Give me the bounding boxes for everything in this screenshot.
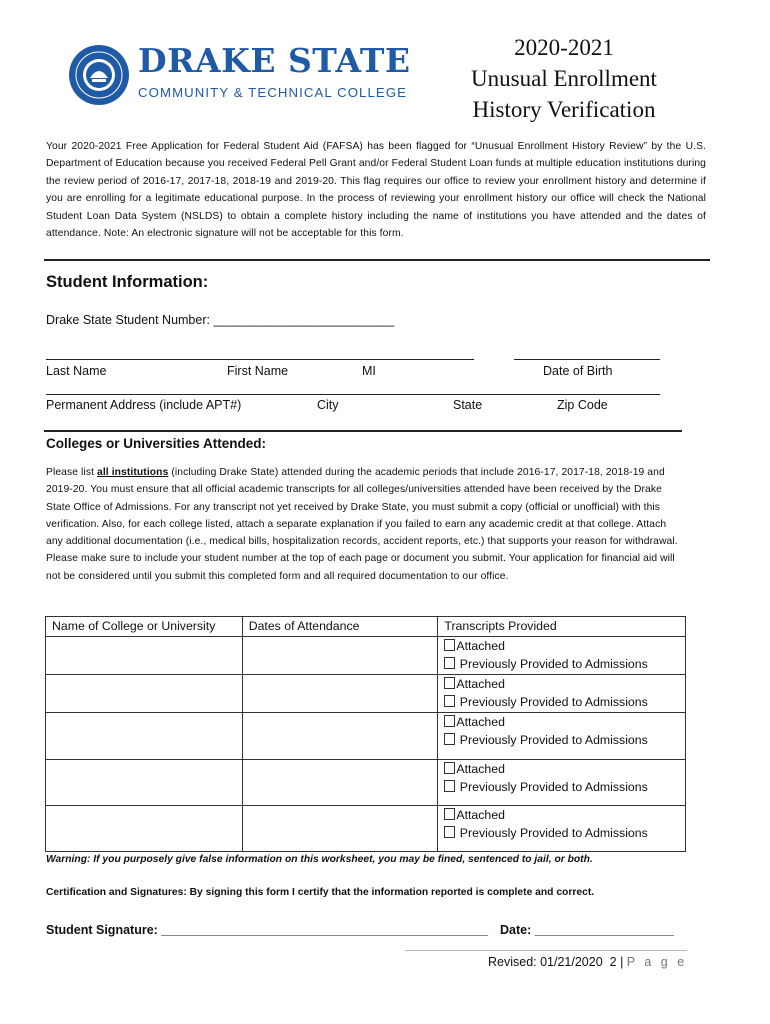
student-signature-field[interactable]: Student Signature: _______________________________________________	[46, 923, 489, 937]
dates-cell[interactable]	[242, 805, 438, 851]
attached-checkbox[interactable]	[444, 762, 455, 774]
table-row	[46, 674, 686, 712]
mi-label: MI	[362, 364, 376, 378]
form-title-year: 2020-2021	[514, 35, 614, 60]
section-divider	[44, 430, 682, 432]
intro-paragraph: Your 2020-2021 Free Application for Federal Student Aid (FAFSA) has been flagged for “Unusual Enrollment History Review” by the U.S. Department of Education because you received Federal Pell Grant and/or Federal Student Loan funds at multiple education institutions during the review period of 2016-17, 2017-18, 2018-19 and 2019-20. This flag requires our office to review your enrollment history and determine if you are enrolling for a legitimate educational purpose. In the process of reviewing your enrollment history our office will check the National Student Loan Data System (NSLDS) to obtain a complete history including the name of institutions you have attended and the dates of attendance. Note: An electronic signature will not be acceptable for this form.	[46, 141, 706, 240]
page-footer	[488, 955, 687, 969]
dates-cell[interactable]	[242, 674, 438, 712]
colleges-instructions	[46, 464, 680, 585]
table-header-row	[46, 617, 686, 637]
instructions-prefix: Please list	[46, 467, 97, 478]
previously-provided-label: Previously Provided to Admissions	[456, 657, 648, 671]
attached-checkbox[interactable]	[444, 715, 455, 727]
dates-cell[interactable]	[242, 712, 438, 759]
section-divider	[44, 259, 710, 261]
dates-cell[interactable]	[242, 759, 438, 805]
certification-text: Certification and Signatures: By signing this form I certify that the information reported is complete and correct.	[46, 887, 595, 898]
table-row	[46, 636, 686, 674]
transcripts-cell	[438, 636, 686, 674]
table-row	[46, 712, 686, 759]
state-label: State	[453, 398, 483, 412]
attached-label: Attached	[456, 807, 505, 822]
college-name-logo: DRAKE STATE	[138, 41, 411, 80]
attached-checkbox[interactable]	[444, 677, 455, 689]
dates-cell[interactable]	[242, 636, 438, 674]
address-line[interactable]	[46, 394, 660, 395]
college-name-cell[interactable]	[46, 712, 243, 759]
previously-provided-label: Previously Provided to Admissions	[456, 826, 648, 840]
dob-label: Date of Birth	[543, 364, 613, 378]
form-title-line2: Unusual Enrollment	[471, 66, 657, 91]
attached-checkbox[interactable]	[444, 808, 455, 820]
page-word: P a g e	[626, 955, 688, 969]
revised-date: Revised: 01/21/2020	[488, 955, 603, 969]
college-subtitle-logo: COMMUNITY & TECHNICAL COLLEGE	[138, 85, 408, 100]
attached-checkbox[interactable]	[444, 639, 455, 651]
college-seal-logo	[68, 44, 130, 106]
transcripts-cell	[438, 712, 686, 759]
previously-provided-checkbox[interactable]	[444, 657, 455, 669]
table-row	[46, 805, 686, 851]
first-name-label: First Name	[227, 364, 289, 378]
previously-provided-label: Previously Provided to Admissions	[456, 780, 648, 794]
footer-divider	[405, 950, 687, 951]
college-name-cell[interactable]	[46, 805, 243, 851]
header-transcripts: Transcripts Provided	[438, 617, 686, 637]
dob-line[interactable]	[514, 359, 660, 360]
transcripts-cell	[438, 759, 686, 805]
colleges-heading: Colleges or Universities Attended:	[46, 436, 267, 451]
table-row	[46, 759, 686, 805]
student-number-field[interactable]: Drake State Student Number: __________________________	[46, 313, 395, 327]
zip-label: Zip Code	[557, 398, 608, 412]
warning-text: Warning: If you purposely give false information on this worksheet, you may be fined, sentenced to jail, or both.	[46, 854, 593, 865]
college-name-cell[interactable]	[46, 636, 243, 674]
attached-label: Attached	[456, 676, 505, 691]
attached-label: Attached	[456, 761, 505, 776]
previously-provided-label: Previously Provided to Admissions	[456, 733, 648, 747]
student-info-heading: Student Information:	[46, 273, 209, 291]
city-label: City	[317, 398, 339, 412]
name-line[interactable]	[46, 359, 474, 360]
college-name-cell[interactable]	[46, 759, 243, 805]
previously-provided-checkbox[interactable]	[444, 733, 455, 745]
transcripts-cell	[438, 805, 686, 851]
college-name-cell[interactable]	[46, 674, 243, 712]
previously-provided-checkbox[interactable]	[444, 826, 455, 838]
last-name-label: Last Name	[46, 364, 107, 378]
signature-date-field[interactable]: Date: ____________________	[500, 923, 674, 937]
header-college-name: Name of College or University	[46, 617, 243, 637]
header-dates: Dates of Attendance	[242, 617, 438, 637]
colleges-table	[45, 616, 686, 852]
page-number: 2	[609, 955, 617, 969]
previously-provided-checkbox[interactable]	[444, 695, 455, 707]
instructions-emphasis: all institutions	[97, 467, 169, 478]
footer-separator: |	[620, 955, 624, 969]
address-label: Permanent Address (include APT#)	[46, 398, 242, 412]
previously-provided-checkbox[interactable]	[444, 780, 455, 792]
transcripts-cell	[438, 674, 686, 712]
previously-provided-label: Previously Provided to Admissions	[456, 695, 648, 709]
attached-label: Attached	[456, 638, 505, 653]
form-title-line3: History Verification	[472, 97, 656, 122]
form-title	[440, 32, 688, 125]
attached-label: Attached	[456, 714, 505, 729]
instructions-body: (including Drake State) attended during the academic periods that include 2016-17, 2017-18, 2018-19 and 2019-20. You must ensure that all official academic transcripts for all colleges/universities attended have been received by the Drake State Office of Admissions. For any transcript not yet received by Drake State, you must submit a copy (official or unofficial) with this verification. Also, for each college listed, attach a separate explanation if you failed to earn any academic credit at that college. Attach any additional documentation (i.e., medical bills, hospitalization records, accident reports, etc.) that supports your reason for withdrawal. Please make sure to include your student number at the top of each page or document you submit. Your application for financial aid will not be considered until you submit this completed form and all required documentation to our office.	[46, 467, 678, 582]
